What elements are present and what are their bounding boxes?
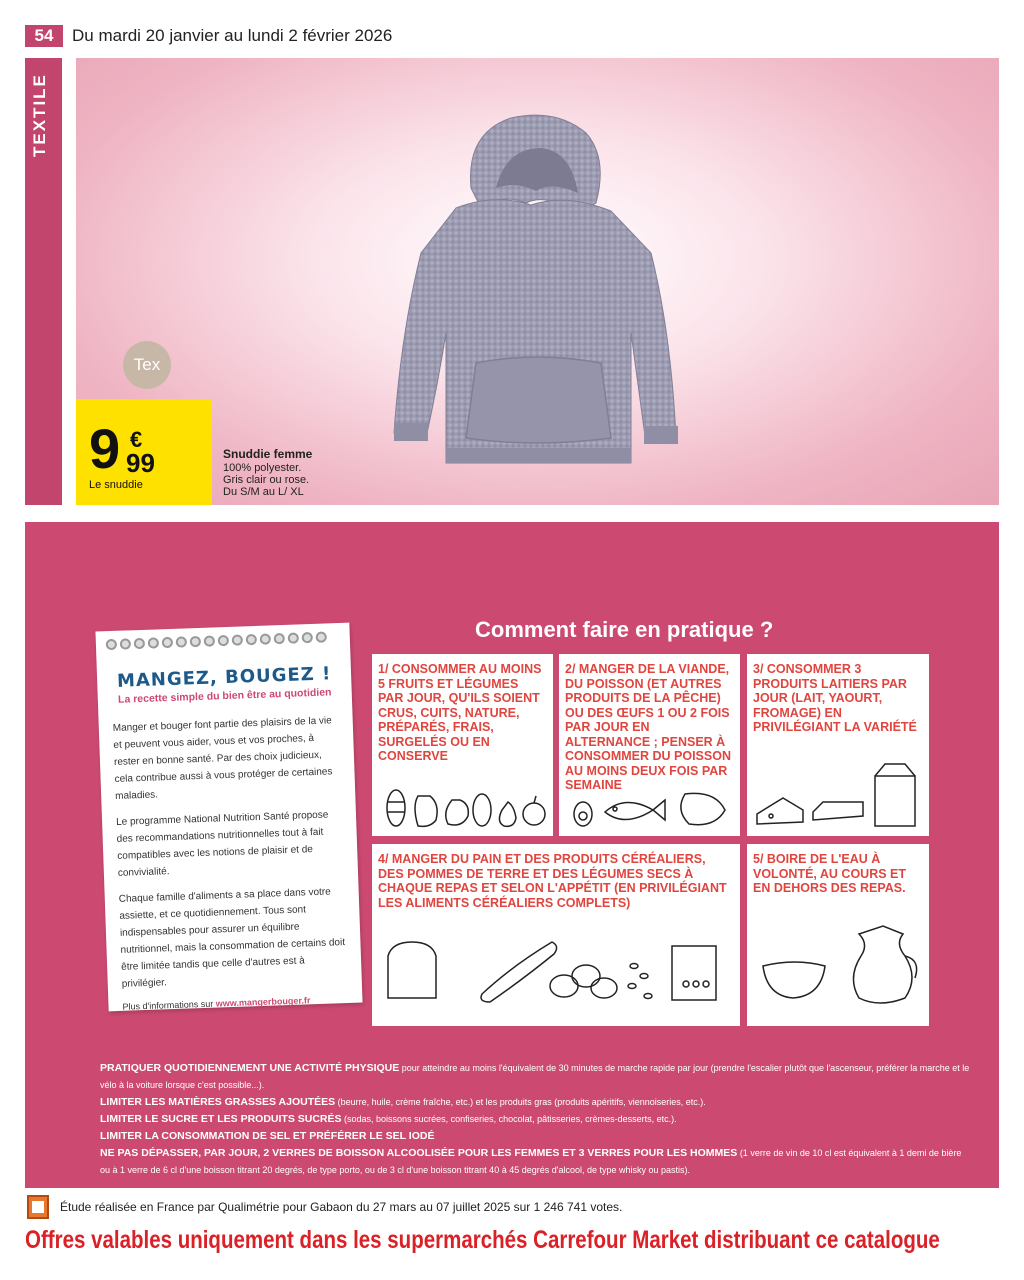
spiral-binding [106,631,346,651]
section-label: TEXTILE [30,73,49,157]
tip-text: 5/ BOIRE DE L'EAU À VOLONTÉ, AU COURS ET EN DEHORS DES REPAS. [753,852,907,895]
note-paragraph: Le programme National Nutrition Santé propose des recommandations nutritionnelles tout à fait compatibles avec les notions de plaisir et de convivialité. [115,809,329,879]
product-detail: Gris clair ou rose. [223,474,310,486]
product-name: Snuddie femme [223,447,313,461]
tip-box-water [747,844,929,1026]
price-tag [76,399,212,505]
page-number: 54 [25,25,63,47]
tex-badge: Tex [123,341,171,389]
tip-box-cereals [372,844,740,1026]
footer-offer: Offres valables uniquement dans les supermarchés Carrefour Market distribuant ce catalogue [25,1226,940,1254]
rule-line: LIMITER LE SUCRE ET LES PRODUITS SUCRÉS (sodas, boissons sucrées, confiseries, chocolat, pâtisseries, crèmes-desserts, etc.). [100,1113,677,1125]
dairy-icon [753,762,923,830]
note-link-prefix: Plus d'informations sur [122,998,214,1012]
note-subtitle: La recette simple du bien être au quotidien [117,686,332,706]
note-paragraph: Manger et bouger font partie des plaisirs de la vie et peuvent vous aider, vous et vos proches, à rester en bonne santé. Par des choix judicieux, cela contribue aussi à vous protéger de certaines maladies. [112,715,333,802]
note-card [95,623,362,1012]
price-unit: Le snuddie [89,479,143,491]
practice-title: Comment faire en pratique ? [475,617,774,642]
price-euros: 9 [89,417,119,480]
rule-line: NE PAS DÉPASSER, PAR JOUR, 2 VERRES DE BOISSON ALCOOLISÉE POUR LES FEMMES ET 3 VERRES POUR LES HOMMES (1 verre de vin de 10 cl est équivalent à 1 demi de bière ou à 1 verre de 6 cl d'une boisson titrant 20 degrés, de type porto, ou de 3 cl d'une boisson titrant 40 à 45 degrés d'alcool, de type whisky ou pastis). [100,1147,962,1175]
euro-symbol: € [130,427,143,452]
rule-line: LIMITER LES MATIÈRES GRASSES AJOUTÉES (beurre, huile, crème fraîche, etc.) et les produits gras (produits apéritifs, viennoiseries, etc.). [100,1096,706,1108]
fish-meat-egg-icon [565,782,735,830]
tip-box-dairy [747,654,929,836]
tip-box-fruits [372,654,553,836]
date-range: Du mardi 20 janvier au lundi 2 février 2026 [72,26,393,45]
rule-line: PRATIQUER QUOTIDIENNEMENT UNE ACTIVITÉ PHYSIQUE pour atteindre au moins l'équivalent de 30 minutes de marche rapide par jour (prendre l'escalier plutôt que l'ascenseur, préférer la marche et le vélo à la voiture lorsque c'est possible...). [100,1062,970,1090]
mangerbouger-link[interactable]: www.mangerbouger.fr [215,995,311,1009]
fruits-vegetables-icon [378,782,548,830]
rule-line: LIMITER LA CONSOMMATION DE SEL ET PRÉFÉRER LE SEL IODÉ [100,1130,435,1142]
tip-text: 2/ MANGER DE LA VIANDE, DU POISSON (ET AUTRES PRODUITS DE LA PÊCHE) OU DES ŒUFS 1 OU 2 FOIS PAR JOUR EN ALTERNANCE ; PENSER À CONSOMMER DU POISSON AU MOINS DEUX FOIS PAR SEMAINE [565,662,731,792]
price-cents: 99 [126,448,155,478]
note-paragraph: Chaque famille d'aliments a sa place dans votre assiette, et ce quotidiennement. Tous sont indispensables pour assurer un équilibre nutritionnel, mais la consommation de certains doit être limitée tandis que celle d'autres est à privilégier. [118,886,346,990]
note-title: MANGEZ, BOUGEZ ! [116,663,332,692]
note-link-line [122,994,348,1012]
tip-text: 3/ CONSOMMER 3 PRODUITS LAITIERS PAR JOUR (LAIT, YAOURT, FROMAGE) EN PRIVILÉGIANT LA VARIÉTÉ [753,662,917,734]
hoodie-image [346,93,706,473]
nutrition-rules [100,1060,970,1179]
study-note: Étude réalisée en France par Qualimétrie pour Gabaon du 27 mars au 07 juillet 2025 sur 1 246 741 votes. [60,1200,623,1214]
study-logo-icon [27,1195,49,1219]
product-detail: Du S/M au L/ XL [223,486,304,498]
tip-text: 4/ MANGER DU PAIN ET DES PRODUITS CÉRÉALIERS, DES POMMES DE TERRE ET DES LÉGUMES SECS À CHAQUE REPAS ET SELON L'APPÉTIT (EN PRIVILÉGIANT LES ALIMENTS CÉRÉALIERS COMPLETS) [378,852,727,910]
nutrition-section [25,522,999,1188]
product-detail: 100% polyester. [223,462,302,474]
bread-cereals-icon [382,936,722,1006]
product-hero [76,58,999,505]
tip-box-protein [559,654,740,836]
product-info [223,448,312,498]
bowl-pitcher-icon [755,922,925,1012]
tip-text: 1/ CONSOMMER AU MOINS 5 FRUITS ET LÉGUMES PAR JOUR, QU'ILS SOIENT CRUS, CUITS, NATURE, PRÉPARÉS, FRAIS, SURGELÉS OU EN CONSERVE [378,662,542,763]
